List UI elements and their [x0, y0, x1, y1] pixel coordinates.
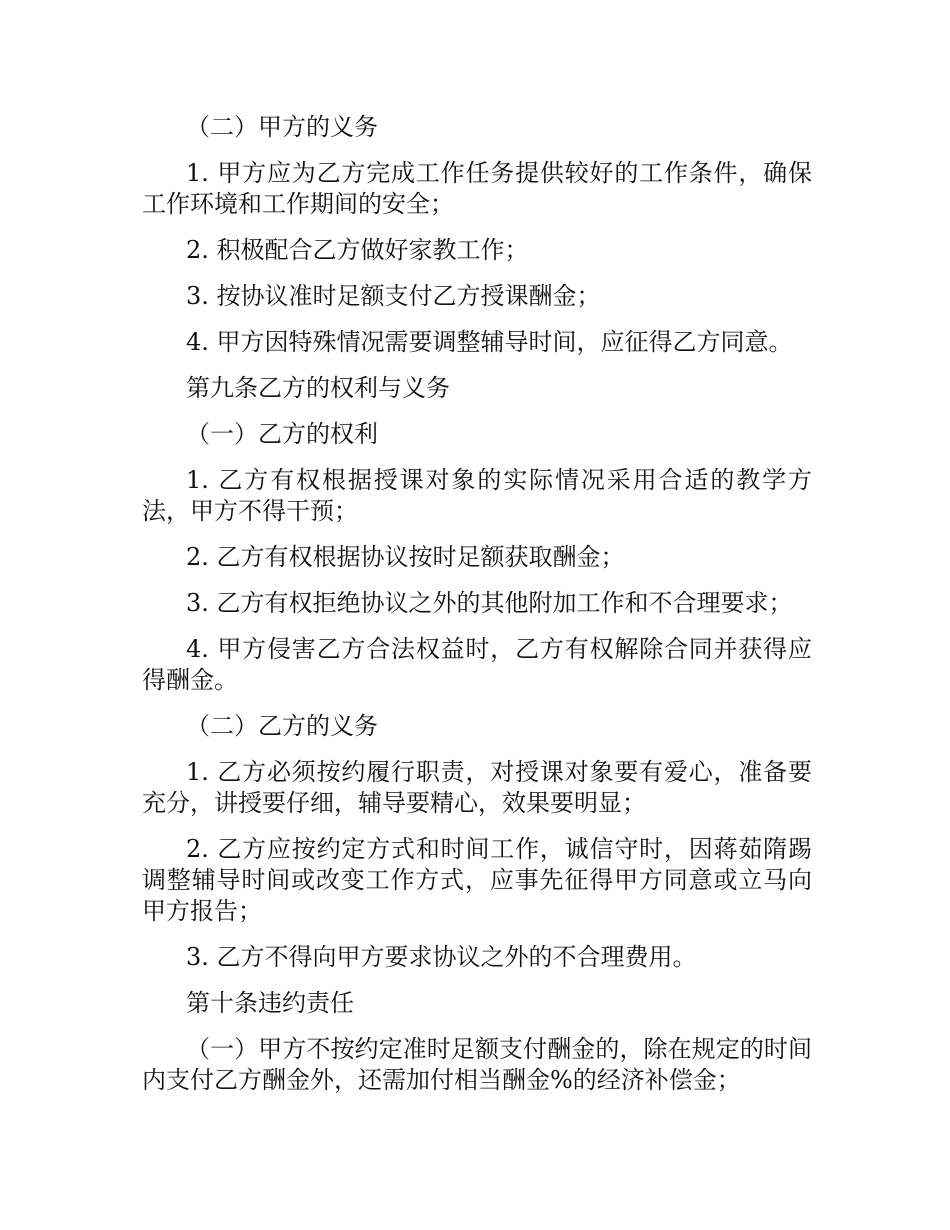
- section-heading-party-a-duties: （二）甲方的义务: [186, 113, 378, 141]
- paragraph: 3. 乙方不得向甲方要求协议之外的不合理费用。: [186, 943, 697, 971]
- article-heading-9: 第九条乙方的权利与义务: [186, 374, 450, 402]
- paragraph: 1. 乙方必须按约履行职责，对授课对象要有爱心，准备要充分，讲授要仔细，辅导要精心，效果要明显；: [142, 758, 812, 817]
- paragraph: 3. 按协议准时足额支付乙方授课酬金；: [186, 282, 601, 310]
- paragraph: 2. 乙方应按约定方式和时间工作，诚信守时，因蒋茹隋踢调整辅导时间或改变工作方式，应事先征得甲方同意或立马向甲方报告；: [142, 835, 812, 925]
- document-body: [142, 112, 812, 1111]
- paragraph: 2. 积极配合乙方做好家教工作；: [186, 236, 529, 264]
- paragraph: 1. 乙方有权根据授课对象的实际情况采用合适的教学方法，甲方不得干预；: [142, 466, 812, 525]
- paragraph: 1. 甲方应为乙方完成工作任务提供较好的工作条件，确保工作环境和工作期间的安全；: [142, 159, 812, 218]
- paragraph: 4. 甲方侵害乙方合法权益时，乙方有权解除合同并获得应得酬金。: [142, 635, 812, 694]
- paragraph: 2. 乙方有权根据协议按时足额获取酬金；: [186, 543, 625, 571]
- paragraph: 3. 乙方有权拒绝协议之外的其他附加工作和不合理要求；: [186, 589, 793, 617]
- section-heading-party-b-duties: （二）乙方的义务: [186, 712, 378, 740]
- paragraph: （一）甲方不按约定准时足额支付酬金的，除在规定的时间内支付乙方酬金外，还需加付相当酬金%的经济补偿金；: [142, 1035, 812, 1094]
- article-heading-10: 第十条违约责任: [186, 989, 354, 1017]
- section-heading-party-b-rights: （一）乙方的权利: [186, 420, 378, 448]
- paragraph: 4. 甲方因特殊情况需要调整辅导时间，应征得乙方同意。: [186, 328, 793, 356]
